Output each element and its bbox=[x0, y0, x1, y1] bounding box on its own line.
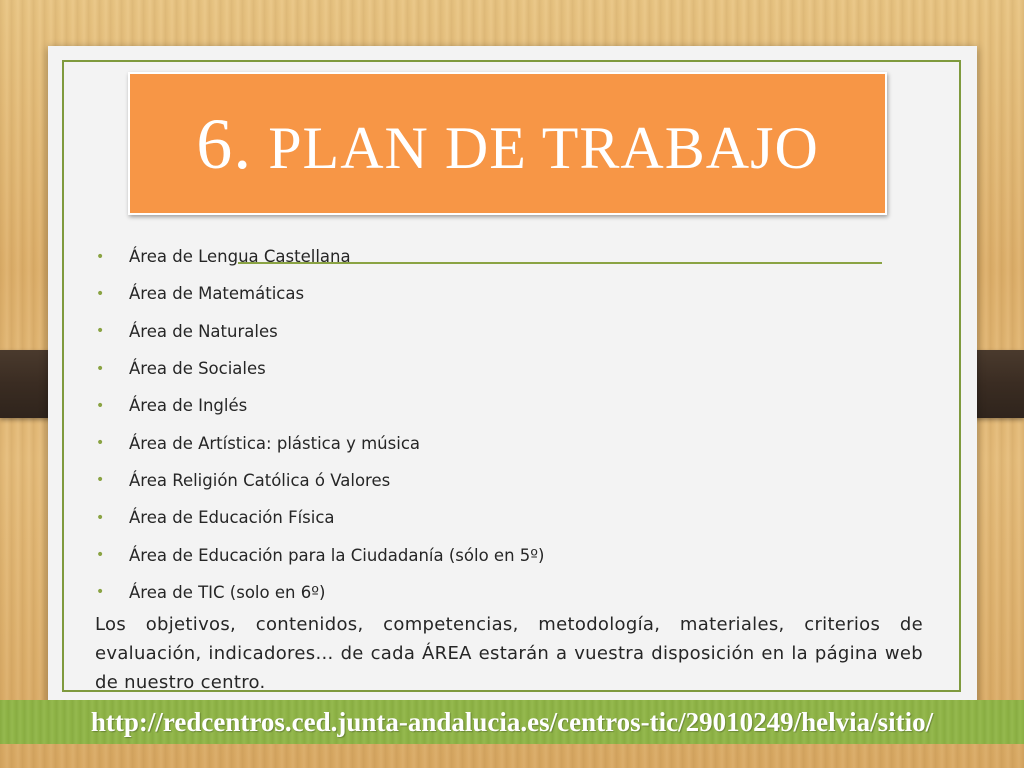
title-box bbox=[128, 72, 887, 215]
bullet-icon: • bbox=[96, 472, 105, 489]
bullet-icon: • bbox=[96, 360, 105, 377]
area-list bbox=[93, 238, 545, 611]
list-item-label: Área de Artística: plástica y música bbox=[129, 433, 420, 453]
list-item-label: Área de Naturales bbox=[129, 321, 278, 341]
list-item-label: Área de Matemáticas bbox=[129, 284, 305, 304]
list-item bbox=[93, 424, 545, 461]
bullet-icon: • bbox=[96, 323, 105, 340]
bullet-icon: • bbox=[96, 509, 105, 526]
list-item bbox=[93, 387, 545, 424]
list-item bbox=[93, 462, 545, 499]
website-link[interactable]: http://redcentros.ced.junta-andalucia.es/centros-tic/29010249/helvia/sitio/ bbox=[90, 706, 934, 737]
bullet-icon: • bbox=[96, 584, 105, 601]
description-paragraph: Los objetivos, contenidos, competencias, metodología, materiales, criterios de evaluación, indicadores… de cada ÁREA estarán a vuestra disposición en la página web de nuestro centro. bbox=[95, 614, 923, 693]
list-item bbox=[93, 275, 545, 312]
bullet-icon: • bbox=[96, 248, 105, 265]
bullet-icon: • bbox=[96, 397, 105, 414]
bullet-icon: • bbox=[96, 435, 105, 452]
bullet-icon: • bbox=[96, 547, 105, 564]
list-item-label: Área de Educación para la Ciudadanía (sólo en 5º) bbox=[129, 545, 545, 565]
bullet-icon: • bbox=[96, 285, 105, 302]
list-item bbox=[93, 536, 545, 573]
list-item-label: Área de TIC (solo en 6º) bbox=[129, 582, 326, 602]
title-number: 6. bbox=[196, 103, 253, 184]
page-title bbox=[196, 103, 819, 184]
list-item-label: Área de Educación Física bbox=[129, 508, 335, 528]
list-item bbox=[93, 574, 545, 611]
list-item bbox=[93, 499, 545, 536]
list-item bbox=[93, 350, 545, 387]
list-item bbox=[93, 313, 545, 350]
title-text: PLAN DE TRABAJO bbox=[268, 114, 819, 181]
list-item-label: Área de Inglés bbox=[129, 396, 248, 416]
list-item-label: Área Religión Católica ó Valores bbox=[129, 470, 391, 490]
list-item bbox=[93, 238, 545, 275]
list-item-label: Área de Sociales bbox=[129, 359, 266, 379]
list-item-label: Área de Lengua Castellana bbox=[129, 247, 351, 267]
url-banner bbox=[0, 700, 1024, 744]
